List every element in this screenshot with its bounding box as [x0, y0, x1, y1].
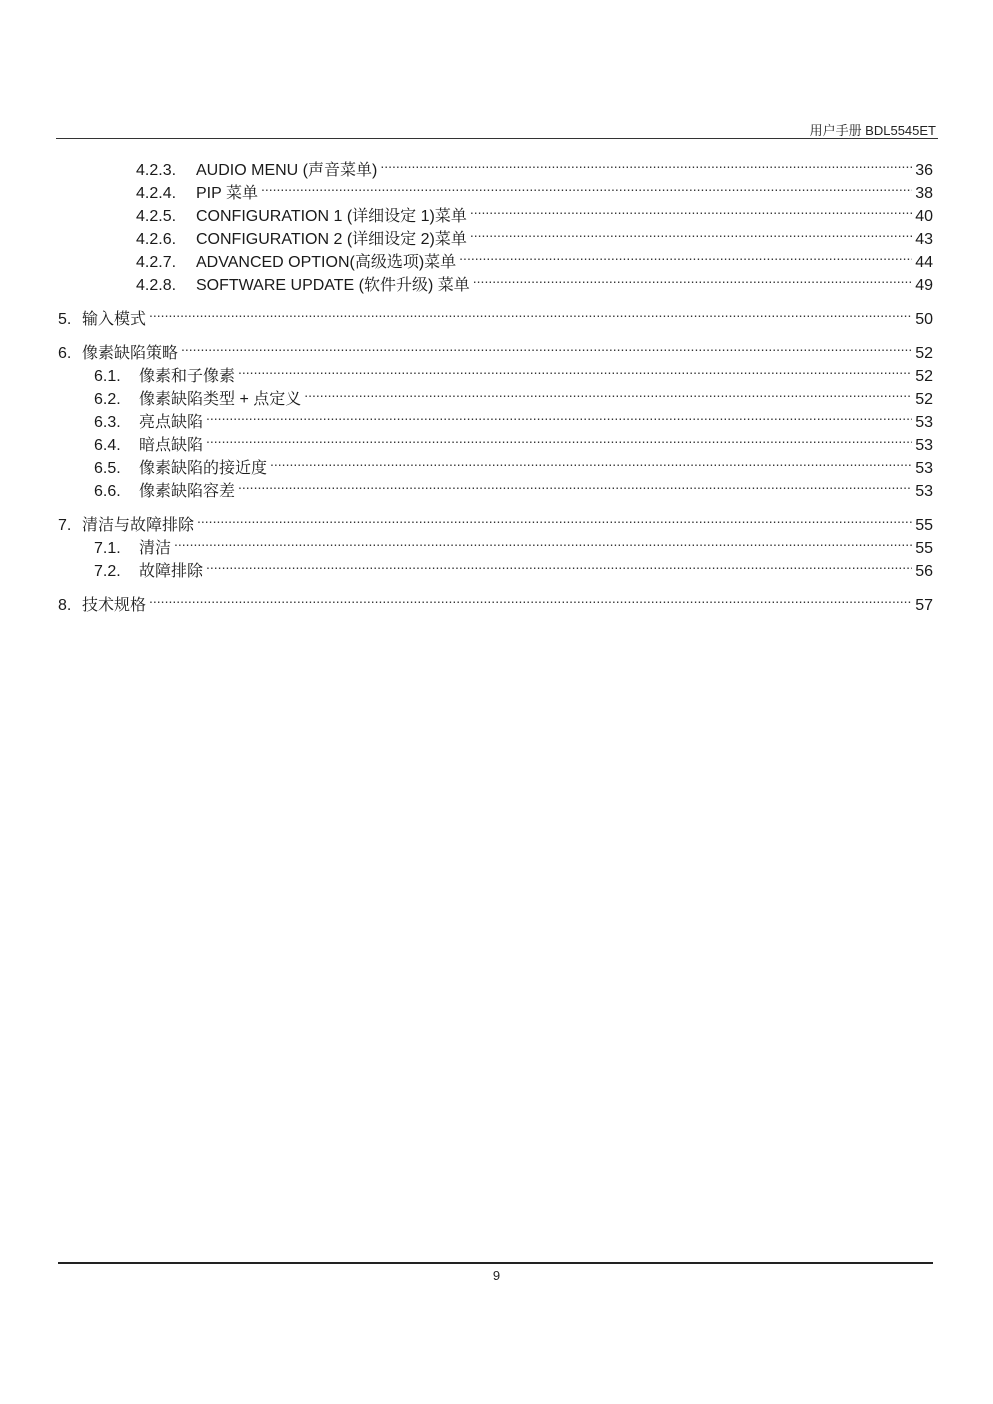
toc-entry-page: 57: [915, 597, 933, 614]
dot-leader: [149, 301, 912, 324]
dot-leader: [197, 507, 912, 530]
toc-entry[interactable]: [58, 553, 933, 580]
toc-entry-number: 4.2.5.: [136, 208, 177, 225]
toc-entry-page: 49: [915, 277, 933, 294]
toc-entry-number: 6.2.: [94, 391, 121, 408]
toc-entry-title: 清洁: [139, 540, 172, 557]
toc-entry-page: 44: [915, 254, 933, 271]
toc-entry-page: 53: [915, 414, 933, 431]
toc-entry-number: 4.2.6.: [136, 231, 177, 248]
dot-leader: [174, 530, 912, 553]
toc-entry-page: 55: [915, 540, 933, 557]
toc-entry-page: 53: [915, 437, 933, 454]
toc-entry[interactable]: [58, 267, 933, 294]
dot-leader: [149, 587, 912, 610]
dot-leader: [238, 358, 912, 381]
toc-entry[interactable]: [58, 427, 933, 454]
toc-entry[interactable]: [58, 221, 933, 248]
toc-entry[interactable]: [58, 358, 933, 385]
dot-leader: [470, 221, 912, 244]
header-divider: [56, 138, 938, 139]
toc-entry-title: CONFIGURATION 1 (详细设定 1)菜单: [196, 208, 467, 225]
toc-entry-page: 52: [915, 368, 933, 385]
toc-entry-title: SOFTWARE UPDATE (软件升级) 菜单: [196, 277, 470, 294]
dot-leader: [473, 267, 912, 290]
toc-entry-title: 清洁与故障排除: [82, 517, 195, 534]
toc-entry-number: 7.1.: [94, 540, 121, 557]
dot-leader: [304, 381, 912, 404]
toc-entry-page: 56: [915, 563, 933, 580]
toc-entry-page: 55: [915, 517, 933, 534]
dot-leader: [380, 152, 912, 175]
toc-entry-page: 53: [915, 460, 933, 477]
toc-entry[interactable]: [58, 198, 933, 225]
toc-entry-title: 像素缺陷类型 + 点定义: [139, 391, 302, 408]
dot-leader: [261, 175, 912, 198]
toc-entry-page: 40: [915, 208, 933, 225]
toc-entry-title: 像素和子像素: [139, 368, 236, 385]
dot-leader: [181, 335, 912, 358]
dot-leader: [238, 473, 912, 496]
toc-entry-page: 36: [915, 162, 933, 179]
dot-leader: [206, 427, 912, 450]
toc-entry-number: 7.: [58, 517, 72, 534]
footer-divider: [58, 1262, 933, 1264]
dot-leader: [206, 553, 912, 576]
toc-entry-number: 4.2.8.: [136, 277, 177, 294]
toc-entry[interactable]: [58, 404, 933, 431]
toc-entry-number: 6.3.: [94, 414, 121, 431]
toc-entry-title: ADVANCED OPTION(高级选项)菜单: [196, 254, 457, 271]
toc-entry[interactable]: [58, 152, 933, 179]
toc-entry-number: 6.5.: [94, 460, 121, 477]
toc-entry-number: 7.2.: [94, 563, 121, 580]
toc-entry[interactable]: [58, 530, 933, 557]
toc-entry-page: 43: [915, 231, 933, 248]
toc-entry-title: AUDIO MENU (声音菜单): [196, 162, 378, 179]
toc-entry[interactable]: [58, 473, 933, 500]
toc-entry-title: PIP 菜单: [196, 185, 258, 202]
toc-entry[interactable]: [58, 335, 933, 362]
toc-entry-page: 50: [915, 311, 933, 328]
toc-entry-title: 暗点缺陷: [139, 437, 204, 454]
page-number: 9: [492, 1268, 501, 1283]
dot-leader: [459, 244, 912, 267]
toc-entry-number: 6.6.: [94, 483, 121, 500]
toc-entry-number: 6.4.: [94, 437, 121, 454]
toc-entry[interactable]: [58, 450, 933, 477]
toc-entry-number: 8.: [58, 597, 72, 614]
toc-entry-number: 4.2.7.: [136, 254, 177, 271]
table-of-contents: [58, 152, 933, 614]
toc-entry[interactable]: [58, 507, 933, 534]
toc-entry-page: 52: [915, 345, 933, 362]
toc-entry-number: 6.1.: [94, 368, 121, 385]
toc-entry[interactable]: [58, 244, 933, 271]
toc-entry-title: 亮点缺陷: [139, 414, 204, 431]
toc-entry[interactable]: [58, 587, 933, 614]
toc-entry-title: 像素缺陷的接近度: [139, 460, 268, 477]
toc-entry-page: 38: [915, 185, 933, 202]
toc-entry-number: 5.: [58, 311, 72, 328]
toc-entry-number: 4.2.4.: [136, 185, 177, 202]
toc-entry-title: 像素缺陷策略: [82, 345, 179, 362]
toc-entry-title: 故障排除: [139, 563, 204, 580]
toc-entry-title: CONFIGURATION 2 (详细设定 2)菜单: [196, 231, 467, 248]
running-header: 用户手册 BDL5545ET: [809, 123, 936, 138]
dot-leader: [470, 198, 912, 221]
toc-entry-page: 53: [915, 483, 933, 500]
dot-leader: [206, 404, 912, 427]
toc-entry-title: 像素缺陷容差: [139, 483, 236, 500]
toc-entry[interactable]: [58, 381, 933, 408]
toc-entry[interactable]: [58, 301, 933, 328]
toc-entry-title: 输入模式: [82, 311, 147, 328]
dot-leader: [270, 450, 912, 473]
toc-entry-page: 52: [915, 391, 933, 408]
toc-entry-number: 6.: [58, 345, 72, 362]
toc-entry[interactable]: [58, 175, 933, 202]
toc-entry-number: 4.2.3.: [136, 162, 177, 179]
toc-entry-title: 技术规格: [82, 597, 147, 614]
